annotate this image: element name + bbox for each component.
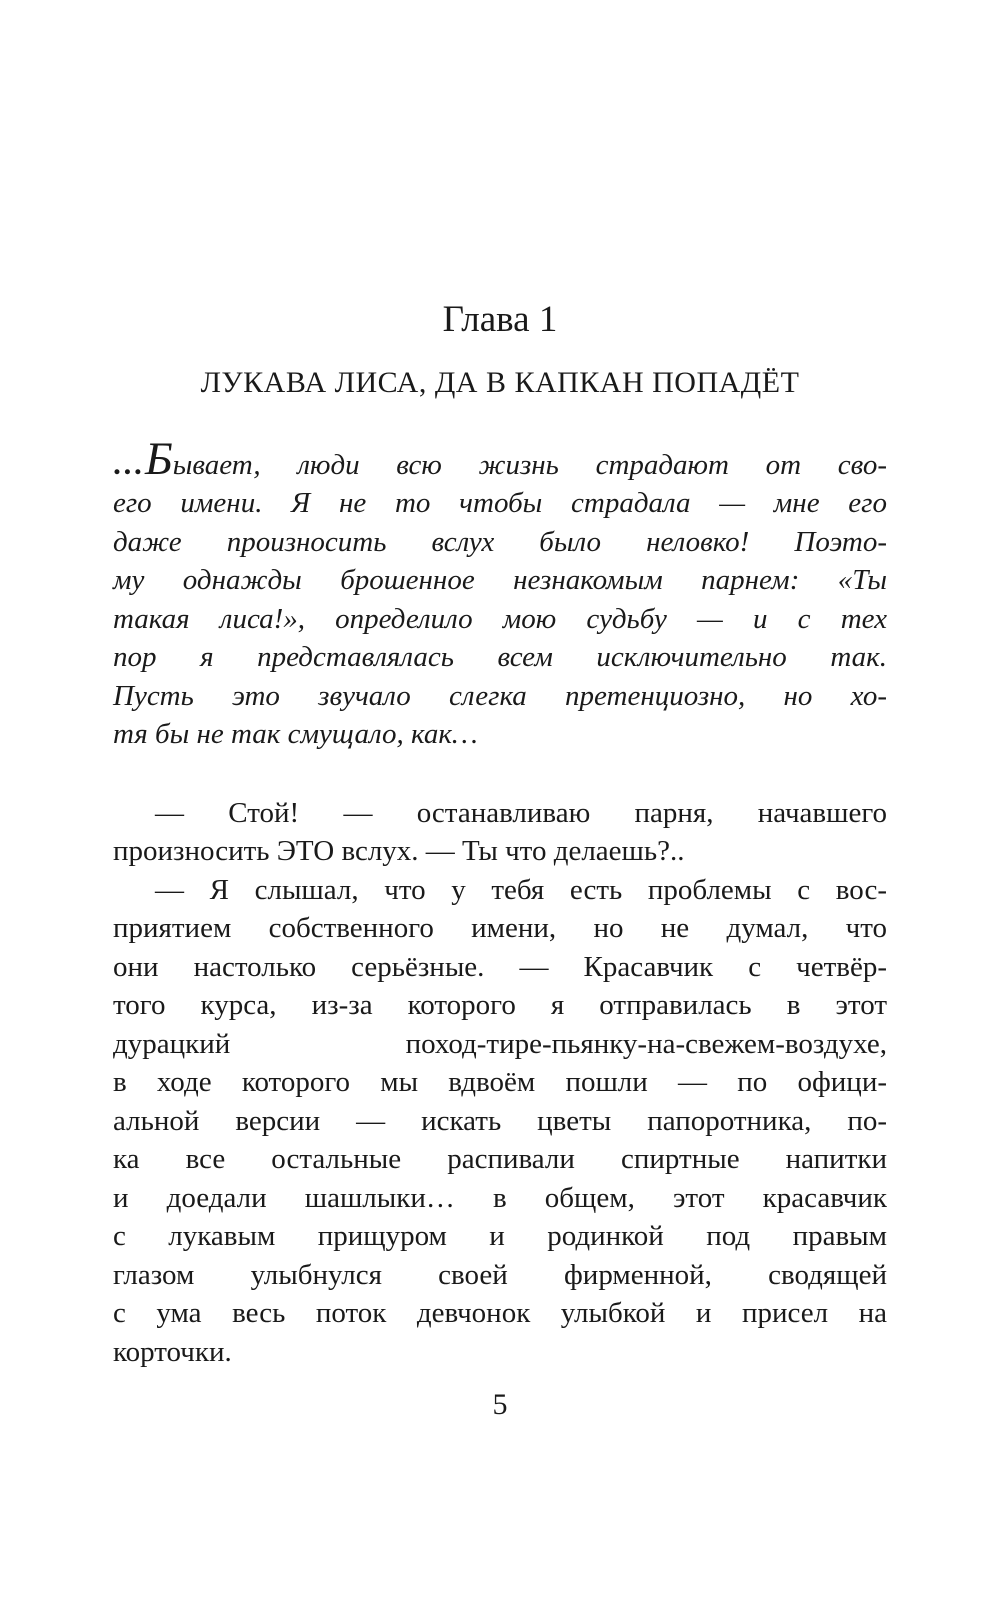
body-paragraphs: [113, 794, 887, 1372]
text-line: и доедали шашлыки… в общем, этот красавчик: [113, 1181, 887, 1214]
text-line: с ума весь поток девчонок улыбкой и присел на: [113, 1297, 887, 1330]
text-block: [113, 300, 887, 1371]
text-line: такая лиса!», определило мою судьбу — и с тех: [113, 602, 887, 635]
paragraph: [113, 794, 887, 871]
lead-paragraph: [113, 432, 887, 754]
text-line: произносить ЭТО вслух. — Ты что делаешь?..: [113, 835, 685, 868]
text-line: того курса, из-за которого я отправилась в этот: [113, 989, 887, 1022]
text-line: пор я представлялась всем исключительно так.: [113, 641, 887, 674]
text-line: приятием собственного имени, но не думал, что: [113, 912, 887, 945]
text-line: — Я слышал, что у тебя есть проблемы с вос-: [155, 873, 887, 906]
text-line: глазом улыбнулся своей фирменной, сводящей: [113, 1258, 887, 1291]
chapter-subtitle: ЛУКАВА ЛИСА, ДА В КАПКАН ПОПАДЁТ: [200, 365, 800, 399]
text-line: корточки.: [113, 1335, 232, 1368]
lead-first-line: [113, 432, 887, 485]
text-line: Пусть это звучало слегка претенциозно, но хо-: [113, 679, 887, 712]
text-line: му однажды брошенное незнакомым парнем: «Ты: [113, 564, 887, 597]
ellipsis-mark: …: [113, 445, 145, 481]
initial-capital: Б: [145, 432, 173, 485]
text-line: — Стой! — останавливаю парня, начавшего: [155, 796, 887, 829]
text-line: тя бы не так смущало, как…: [113, 718, 478, 751]
text-line: его имени. Я не то чтобы страдала — мне его: [113, 487, 887, 520]
text-line: даже произносить вслух было неловко! Поэто-: [113, 525, 887, 558]
page-number: 5: [492, 1388, 508, 1421]
text-line: в ходе которого мы вдвоём пошли — по офици-: [113, 1066, 887, 1099]
text-line: дурацкий поход-тире-пьянку-на-свежем-воздухе,: [113, 1027, 887, 1060]
lead-first-line-text: ывает, люди всю жизнь страдают от сво-: [172, 448, 887, 481]
lead-lines: [113, 484, 887, 754]
text-line: они настолько серьёзные. — Красавчик с четвёр-: [113, 950, 887, 983]
text-line: ка все остальные распивали спиртные напитки: [113, 1143, 887, 1176]
text-line: с лукавым прищуром и родинкой под правым: [113, 1220, 887, 1253]
paragraph: [113, 871, 887, 1372]
chapter-title: Глава 1: [442, 299, 558, 340]
text-line: альной версии — искать цветы папоротника, по-: [113, 1104, 887, 1137]
